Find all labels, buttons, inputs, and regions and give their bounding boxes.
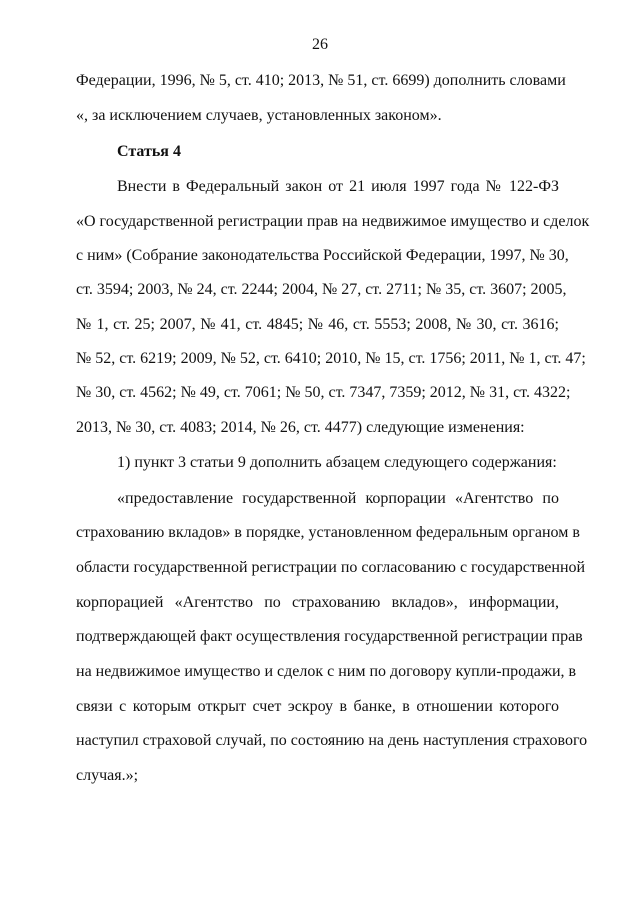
text-line: с ним» (Собрание законодательства Российской Федерации, 1997, № 30, bbox=[76, 247, 569, 264]
text-line: № 52, ст. 6219; 2009, № 52, ст. 6410; 2010, № 15, ст. 1756; 2011, № 1, ст. 47; bbox=[76, 350, 586, 367]
text-line: Внести в Федеральный закон от 21 июля 1997 года № 122-ФЗ bbox=[117, 178, 559, 195]
text-line: «, за исключением случаев, установленных законом». bbox=[76, 107, 442, 124]
text-line: 1) пункт 3 статьи 9 дополнить абзацем следующего содержания: bbox=[117, 454, 557, 471]
text-line: подтверждающей факт осуществления государственной регистрации прав bbox=[76, 628, 583, 645]
text-line: наступил страховой случай, по состоянию на день наступления страхового bbox=[76, 732, 588, 749]
text-line: области государственной регистрации по согласованию с государственной bbox=[76, 559, 586, 576]
text-line: «О государственной регистрации прав на недвижимое имущество и сделок bbox=[76, 213, 590, 230]
text-line: Федерации, 1996, № 5, ст. 410; 2013, № 51, ст. 6699) дополнить словами bbox=[76, 72, 566, 89]
text-line: на недвижимое имущество и сделок с ним по договору купли-продажи, в bbox=[76, 663, 577, 680]
text-line: «предоставление государственной корпорации «Агентство по bbox=[117, 490, 559, 507]
text-line: ст. 3594; 2003, № 24, ст. 2244; 2004, № 27, ст. 2711; № 35, ст. 3607; 2005, bbox=[76, 281, 567, 298]
text-line: № 30, ст. 4562; № 49, ст. 7061; № 50, ст. 7347, 7359; 2012, № 31, ст. 4322; bbox=[76, 384, 571, 401]
text-line: страхованию вкладов» в порядке, установленном федеральным органом в bbox=[76, 524, 580, 541]
text-line: корпорацией «Агентство по страхованию вкладов», информации, bbox=[76, 594, 559, 611]
text-line: связи с которым открыт счет эскроу в банке, в отношении которого bbox=[76, 698, 559, 715]
article-heading: Статья 4 bbox=[117, 143, 181, 160]
text-line: № 1, ст. 25; 2007, № 41, ст. 4845; № 46, ст. 5553; 2008, № 30, ст. 3616; bbox=[76, 316, 559, 333]
text-line: 2013, № 30, ст. 4083; 2014, № 26, ст. 4477) следующие изменения: bbox=[76, 419, 525, 436]
text-line: случая.»; bbox=[76, 767, 139, 784]
page-number: 26 bbox=[312, 36, 328, 53]
